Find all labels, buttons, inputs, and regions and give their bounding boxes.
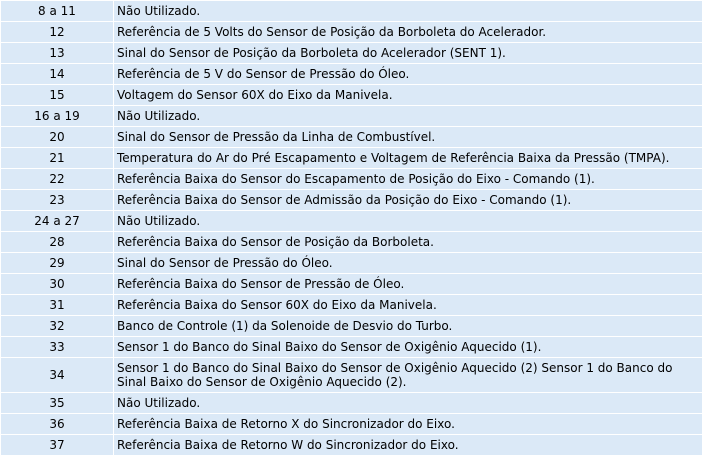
description-cell: Não Utilizado.	[114, 1, 702, 21]
pin-cell: 14	[1, 64, 113, 84]
table-row	[1, 316, 702, 336]
description-cell: Referência de 5 V do Sensor de Pressão do Óleo.	[114, 64, 702, 84]
pin-cell: 12	[1, 22, 113, 42]
description-cell: Referência Baixa do Sensor de Admissão da Posição do Eixo - Comando (1).	[114, 190, 702, 210]
description-cell: Sensor 1 do Banco do Sinal Baixo do Sensor de Oxigênio Aquecido (1).	[114, 337, 702, 357]
pin-cell: 24 a 27	[1, 211, 113, 231]
pin-cell: 15	[1, 85, 113, 105]
table-row	[1, 127, 702, 147]
table-row	[1, 22, 702, 42]
description-cell: Referência de 5 Volts do Sensor de Posição da Borboleta do Acelerador.	[114, 22, 702, 42]
table-row	[1, 414, 702, 434]
description-cell: Referência Baixa de Retorno W do Sincronizador do Eixo.	[114, 435, 702, 455]
table-row	[1, 253, 702, 273]
pin-cell: 34	[1, 358, 113, 392]
description-cell: Sinal do Sensor de Pressão da Linha de Combustível.	[114, 127, 702, 147]
table-row	[1, 435, 702, 455]
pin-cell: 16 a 19	[1, 106, 113, 126]
description-cell: Referência Baixa do Sensor de Posição da Borboleta.	[114, 232, 702, 252]
table-row	[1, 211, 702, 231]
description-cell: Referência Baixa do Sensor de Pressão de Óleo.	[114, 274, 702, 294]
table-row	[1, 148, 702, 168]
description-cell: Não Utilizado.	[114, 393, 702, 413]
description-cell: Temperatura do Ar do Pré Escapamento e Voltagem de Referência Baixa da Pressão (TMPA).	[114, 148, 702, 168]
description-cell: Referência Baixa de Retorno X do Sincronizador do Eixo.	[114, 414, 702, 434]
description-cell: Não Utilizado.	[114, 211, 702, 231]
pin-cell: 35	[1, 393, 113, 413]
table-row	[1, 43, 702, 63]
table-row	[1, 1, 702, 21]
pin-cell: 22	[1, 169, 113, 189]
pin-cell: 29	[1, 253, 113, 273]
description-cell: Não Utilizado.	[114, 106, 702, 126]
pin-cell: 33	[1, 337, 113, 357]
pin-cell: 32	[1, 316, 113, 336]
table-row	[1, 169, 702, 189]
table-row	[1, 64, 702, 84]
description-cell: Sinal do Sensor de Pressão do Óleo.	[114, 253, 702, 273]
description-cell: Referência Baixa do Sensor do Escapamento de Posição do Eixo - Comando (1).	[114, 169, 702, 189]
table-row	[1, 232, 702, 252]
description-cell: Sensor 1 do Banco do Sinal Baixo do Sensor de Oxigênio Aquecido (2) Sensor 1 do Banco do Sinal Baixo do Sensor de Oxigênio Aquecido (2).	[114, 358, 702, 392]
pin-cell: 13	[1, 43, 113, 63]
description-cell: Voltagem do Sensor 60X do Eixo da Manivela.	[114, 85, 702, 105]
pin-cell: 31	[1, 295, 113, 315]
pin-cell: 20	[1, 127, 113, 147]
pin-cell: 37	[1, 435, 113, 455]
pin-cell: 23	[1, 190, 113, 210]
table-row	[1, 337, 702, 357]
description-cell: Banco de Controle (1) da Solenoide de Desvio do Turbo.	[114, 316, 702, 336]
table-row	[1, 358, 702, 392]
pin-cell: 36	[1, 414, 113, 434]
table-row	[1, 295, 702, 315]
table-row	[1, 190, 702, 210]
pin-cell: 30	[1, 274, 113, 294]
table-row	[1, 85, 702, 105]
pin-cell: 8 a 11	[1, 1, 113, 21]
table-row	[1, 106, 702, 126]
description-cell: Referência Baixa do Sensor 60X do Eixo da Manivela.	[114, 295, 702, 315]
pin-cell: 28	[1, 232, 113, 252]
table-row	[1, 274, 702, 294]
table-row	[1, 393, 702, 413]
description-cell: Sinal do Sensor de Posição da Borboleta do Acelerador (SENT 1).	[114, 43, 702, 63]
pin-cell: 21	[1, 148, 113, 168]
